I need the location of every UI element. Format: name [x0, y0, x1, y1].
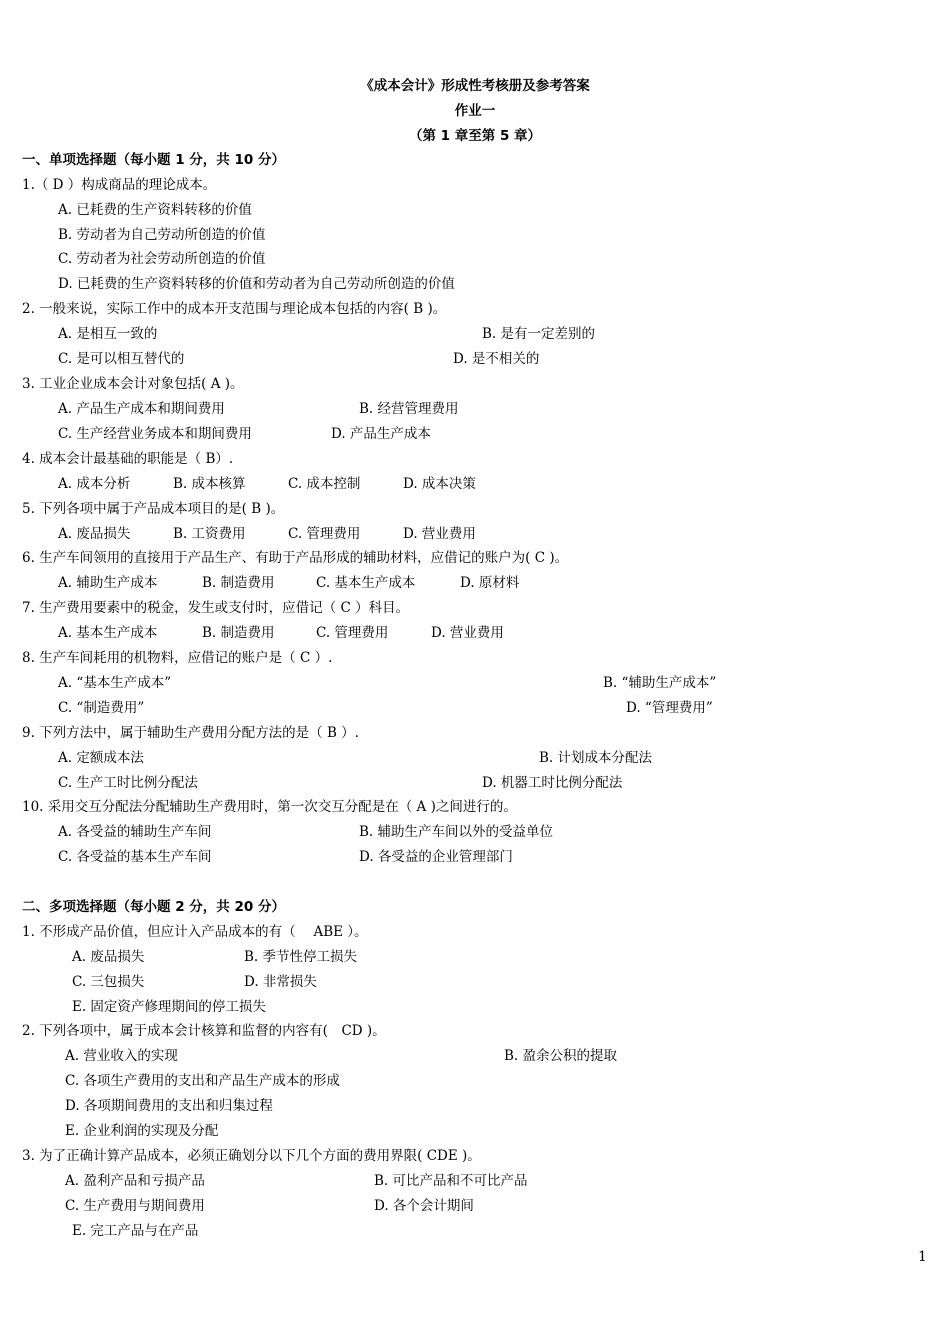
s1-q5-option-c: C. 管理费用	[288, 526, 361, 542]
s1-q1-stem: 1.（ D ）构成商品的理论成本。	[22, 177, 217, 193]
s2-q1-option-b: B. 季节性停工损失	[244, 949, 358, 965]
s2-q3-option-a: A. 盈利产品和亏损产品	[65, 1173, 205, 1189]
s2-q1-stem: 1. 不形成产品价值，但应计入产品成本的有（ ABE ）。	[22, 924, 368, 940]
s1-q3-option-b: B. 经营管理费用	[359, 401, 459, 417]
s1-q10-option-a: A. 各受益的辅助生产车间	[58, 824, 212, 840]
s1-q7-option-a: A. 基本生产成本	[58, 625, 158, 641]
section1-heading: 一、单项选择题（每小题 1 分，共 10 分）	[22, 152, 285, 168]
s1-q10-option-b: B. 辅助生产车间以外的受益单位	[359, 824, 554, 840]
s1-q1-option-b: B. 劳动者为自己劳动所创造的价值	[58, 227, 266, 243]
assignment-title: 作业一	[454, 103, 496, 119]
s1-q4-stem: 4. 成本会计最基础的职能是（ B）.	[22, 451, 234, 467]
s1-q9-option-a: A. 定额成本法	[58, 750, 144, 766]
s2-q2-option-e: E. 企业利润的实现及分配	[65, 1123, 219, 1139]
s1-q7-stem: 7. 生产费用要素中的税金，发生或支付时，应借记（ C ）科目。	[22, 600, 410, 616]
s1-q2-option-b: B. 是有一定差别的	[482, 326, 596, 342]
s2-q1-option-d: D. 非常损失	[244, 974, 317, 990]
s1-q2-option-a: A. 是相互一致的	[58, 326, 158, 342]
s1-q6-stem: 6. 生产车间领用的直接用于产品生产、有助于产品形成的辅助材料，应借记的账户为( C )。	[22, 550, 569, 566]
s1-q6-option-c: C. 基本生产成本	[316, 575, 416, 591]
s2-q2-option-a: A. 营业收入的实现	[65, 1048, 178, 1064]
s2-q3-option-b: B. 可比产品和不可比产品	[374, 1173, 528, 1189]
s2-q2-option-d: D. 各项期间费用的支出和归集过程	[65, 1098, 273, 1114]
s1-q10-option-c: C. 各受益的基本生产车间	[58, 849, 212, 865]
s1-q8-option-d: D. “管理费用”	[626, 700, 713, 716]
page-number: 1	[918, 1249, 927, 1265]
s1-q5-option-a: A. 废品损失	[58, 526, 131, 542]
s2-q2-stem: 2. 下列各项中，属于成本会计核算和监督的内容有( CD )。	[22, 1023, 386, 1039]
chapter-range: （第 1 章至第 5 章）	[408, 128, 542, 144]
s1-q2-stem: 2. 一般来说，实际工作中的成本开支范围与理论成本包括的内容( B )。	[22, 301, 447, 317]
s1-q8-option-b: B. “辅助生产成本”	[603, 675, 717, 691]
s2-q2-option-c: C. 各项生产费用的支出和产品生产成本的形成	[65, 1073, 340, 1089]
s1-q3-stem: 3. 工业企业成本会计对象包括( A )。	[22, 376, 244, 392]
s1-q10-option-d: D. 各受益的企业管理部门	[359, 849, 513, 865]
s1-q8-stem: 8. 生产车间耗用的机物料，应借记的账户是（ C ）.	[22, 650, 333, 666]
s1-q2-option-c: C. 是可以相互替代的	[58, 351, 185, 367]
s2-q3-stem: 3. 为了正确计算产品成本，必须正确划分以下几个方面的费用界限( CDE )。	[22, 1148, 481, 1164]
s1-q3-option-c: C. 生产经营业务成本和期间费用	[58, 426, 252, 442]
s2-q1-option-a: A. 废品损失	[72, 949, 145, 965]
s1-q6-option-a: A. 辅助生产成本	[58, 575, 158, 591]
s1-q10-stem: 10. 采用交互分配法分配辅助生产费用时，第一次交互分配是在（ A )之间进行的。	[22, 799, 517, 815]
s1-q9-option-d: D. 机器工时比例分配法	[482, 775, 623, 791]
s1-q9-option-c: C. 生产工时比例分配法	[58, 775, 198, 791]
s2-q2-option-b: B. 盈余公积的提取	[504, 1048, 618, 1064]
s1-q7-option-b: B. 制造费用	[202, 625, 275, 641]
s1-q9-option-b: B. 计划成本分配法	[539, 750, 653, 766]
s2-q1-option-e: E. 固定资产修理期间的停工损失	[72, 999, 266, 1015]
s1-q4-option-a: A. 成本分析	[58, 476, 131, 492]
s1-q7-option-d: D. 营业费用	[431, 625, 504, 641]
s2-q3-option-c: C. 生产费用与期间费用	[65, 1198, 205, 1214]
s2-q3-option-e: E. 完工产品与在产品	[72, 1223, 199, 1239]
s1-q8-option-a: A. “基本生产成本”	[58, 675, 172, 691]
s1-q1-option-d: D. 已耗费的生产资料转移的价值和劳动者为自己劳动所创造的价值	[58, 276, 455, 292]
s1-q1-option-a: A. 已耗费的生产资料转移的价值	[58, 202, 252, 218]
s1-q5-option-b: B. 工资费用	[173, 526, 246, 542]
s1-q5-option-d: D. 营业费用	[403, 526, 476, 542]
s1-q4-option-c: C. 成本控制	[288, 476, 361, 492]
section2-heading: 二、多项选择题（每小题 2 分，共 20 分）	[22, 899, 285, 915]
s1-q5-stem: 5. 下列各项中属于产品成本项目的是( B )。	[22, 501, 285, 517]
s1-q6-option-d: D. 原材料	[460, 575, 520, 591]
s1-q9-stem: 9. 下列方法中，属于辅助生产费用分配方法的是（ B ）.	[22, 725, 359, 741]
s1-q6-option-b: B. 制造费用	[202, 575, 275, 591]
s1-q2-option-d: D. 是不相关的	[453, 351, 540, 367]
s2-q3-option-d: D. 各个会计期间	[374, 1198, 474, 1214]
s1-q8-option-c: C. “制造费用”	[58, 700, 145, 716]
s1-q1-option-c: C. 劳动者为社会劳动所创造的价值	[58, 251, 266, 267]
s1-q7-option-c: C. 管理费用	[316, 625, 389, 641]
s2-q1-option-c: C. 三包损失	[72, 974, 145, 990]
s1-q4-option-d: D. 成本决策	[403, 476, 476, 492]
s1-q3-option-a: A. 产品生产成本和期间费用	[58, 401, 225, 417]
s1-q4-option-b: B. 成本核算	[173, 476, 246, 492]
document-title: 《成本会计》形成性考核册及参考答案	[360, 78, 590, 94]
s1-q3-option-d: D. 产品生产成本	[331, 426, 431, 442]
